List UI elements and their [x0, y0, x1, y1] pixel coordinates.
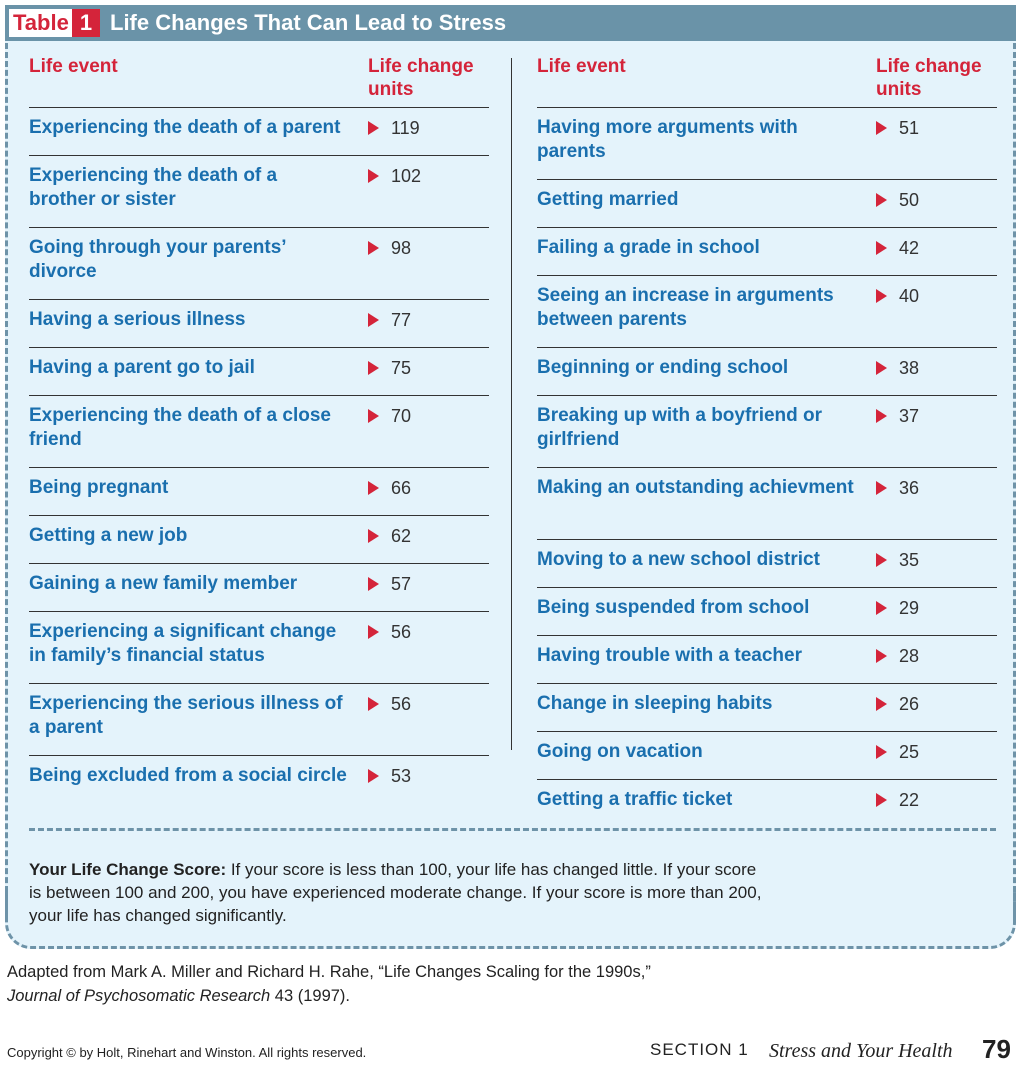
triangle-right-icon	[368, 577, 379, 591]
life-event-label: Being excluded from a social circle	[29, 765, 347, 786]
life-event-label: Beginning or ending school	[537, 357, 789, 378]
life-change-units-cell	[368, 308, 411, 332]
table-row	[29, 228, 489, 300]
triangle-right-icon	[368, 241, 379, 255]
table-row	[537, 684, 997, 732]
table-row	[29, 156, 489, 228]
triangle-right-icon	[876, 601, 887, 615]
footer-section-title: Stress and Your Health	[769, 1040, 953, 1062]
triangle-right-icon	[876, 793, 887, 807]
triangle-right-icon	[368, 409, 379, 423]
table-row	[29, 468, 489, 516]
life-change-units-cell	[876, 236, 919, 260]
life-change-units-cell	[876, 596, 919, 620]
life-change-units-cell	[368, 524, 411, 548]
life-event-label: Breaking up with a boyfriend or girlfriend	[537, 405, 823, 450]
life-change-units-cell	[876, 116, 919, 140]
units-value: 56	[391, 622, 412, 642]
triangle-right-icon	[368, 169, 379, 183]
table-title: Life Changes That Can Lead to Stress	[110, 10, 507, 35]
table-row	[29, 516, 489, 564]
life-change-units-cell	[876, 740, 919, 764]
units-value: 56	[391, 694, 412, 714]
table-row	[537, 396, 997, 468]
table-row	[29, 348, 489, 396]
table-row	[537, 108, 997, 180]
triangle-right-icon	[368, 697, 379, 711]
right-rows	[537, 108, 997, 827]
citation-text: Adapted from Mark A. Miller and Richard H. Rahe, “Life Changes Scaling for the 1990s,”	[7, 963, 651, 981]
table-number: 1	[72, 9, 100, 37]
units-value: 28	[899, 646, 920, 666]
citation-journal: Journal of Psychosomatic Research	[7, 987, 271, 1005]
life-event-label: Failing a grade in school	[537, 237, 760, 258]
triangle-right-icon	[876, 409, 887, 423]
header-life-event: Life event	[29, 56, 118, 77]
units-value: 62	[391, 526, 412, 546]
triangle-right-icon	[876, 481, 887, 495]
table-row	[537, 276, 997, 348]
box-border-left	[5, 43, 8, 919]
table-row	[29, 756, 489, 803]
life-event-label: Gaining a new family member	[29, 573, 298, 594]
units-value: 50	[899, 190, 920, 210]
units-value: 53	[391, 766, 412, 786]
life-change-units-cell	[876, 188, 919, 212]
table-row	[29, 564, 489, 612]
triangle-right-icon	[876, 193, 887, 207]
units-value: 36	[899, 478, 920, 498]
header-life-change-units: Life change units	[876, 56, 982, 100]
header-life-change-units: Life change units	[368, 56, 474, 100]
life-event-label: Experiencing a significant change in family’s financial status	[29, 621, 337, 666]
table-row	[29, 108, 489, 156]
units-value: 75	[391, 358, 412, 378]
life-change-units-cell	[876, 284, 919, 308]
life-change-units-cell	[368, 236, 411, 260]
table-header	[29, 55, 489, 108]
units-value: 37	[899, 406, 920, 426]
units-value: 119	[391, 118, 420, 138]
units-value: 102	[391, 166, 422, 186]
life-change-units-cell	[876, 404, 919, 428]
life-change-units-cell	[876, 548, 919, 572]
triangle-right-icon	[368, 313, 379, 327]
page-number: 79	[982, 1034, 1011, 1064]
life-event-label: Having more arguments with parents	[537, 117, 798, 162]
life-change-units-cell	[876, 692, 919, 716]
footer-section-label: SECTION 1	[650, 1040, 749, 1059]
units-value: 22	[899, 790, 920, 810]
life-change-units-cell	[876, 644, 919, 668]
section-divider	[29, 828, 996, 831]
table-row	[537, 228, 997, 276]
right-column	[537, 55, 997, 827]
life-event-label: Having a serious illness	[29, 309, 246, 330]
life-event-label: Moving to a new school district	[537, 549, 820, 570]
header-life-event: Life event	[537, 56, 626, 77]
life-event-label: Going through your parents’ divorce	[29, 237, 286, 282]
life-change-units-cell	[368, 404, 411, 428]
units-value: 38	[899, 358, 920, 378]
life-event-label: Getting a new job	[29, 525, 188, 546]
column-divider	[511, 58, 512, 750]
life-change-score-note	[29, 858, 769, 927]
life-event-label: Experiencing the death of a brother or sister	[29, 165, 278, 210]
left-column	[29, 55, 489, 803]
life-change-units-cell	[368, 620, 411, 644]
table-row	[29, 612, 489, 684]
life-change-units-cell	[876, 476, 919, 500]
life-event-label: Seeing an increase in arguments between parents	[537, 285, 834, 330]
life-event-label: Going on vacation	[537, 741, 703, 762]
left-rows	[29, 108, 489, 803]
table-row	[29, 684, 489, 756]
life-change-units-cell	[368, 356, 411, 380]
table-row	[537, 540, 997, 588]
units-value: 42	[899, 238, 920, 258]
triangle-right-icon	[876, 241, 887, 255]
units-value: 98	[391, 238, 412, 258]
score-label: Your Life Change Score:	[29, 860, 227, 879]
units-value: 77	[391, 310, 412, 330]
life-change-units-cell	[368, 572, 411, 596]
life-event-label: Experiencing the death of a parent	[29, 117, 341, 138]
units-value: 57	[391, 574, 412, 594]
table-row	[29, 300, 489, 348]
life-change-units-cell	[876, 788, 919, 812]
triangle-right-icon	[876, 121, 887, 135]
triangle-right-icon	[876, 289, 887, 303]
life-change-units-cell	[368, 692, 411, 716]
life-event-label: Having trouble with a teacher	[537, 645, 802, 666]
units-value: 25	[899, 742, 920, 762]
triangle-right-icon	[876, 745, 887, 759]
life-change-units-cell	[368, 764, 411, 788]
triangle-right-icon	[876, 553, 887, 567]
triangle-right-icon	[876, 361, 887, 375]
table-row	[29, 396, 489, 468]
triangle-right-icon	[876, 697, 887, 711]
life-event-label: Getting a traffic ticket	[537, 789, 733, 810]
box-border-right	[1013, 43, 1016, 919]
triangle-right-icon	[368, 769, 379, 783]
triangle-right-icon	[368, 361, 379, 375]
units-value: 40	[899, 286, 920, 306]
life-event-label: Being pregnant	[29, 477, 169, 498]
life-event-label: Getting married	[537, 189, 679, 210]
units-value: 51	[899, 118, 920, 138]
table-tag: Table	[9, 9, 73, 37]
life-event-label: Having a parent go to jail	[29, 357, 255, 378]
table-row	[537, 636, 997, 684]
triangle-right-icon	[368, 529, 379, 543]
life-event-label: Experiencing the serious illness of a parent	[29, 693, 343, 738]
table-row	[537, 732, 997, 780]
triangle-right-icon	[368, 481, 379, 495]
triangle-right-icon	[368, 625, 379, 639]
units-value: 70	[391, 406, 412, 426]
table-row	[537, 348, 997, 396]
triangle-right-icon	[368, 121, 379, 135]
life-event-label: Experiencing the death of a close friend	[29, 405, 331, 450]
life-event-label: Change in sleeping habits	[537, 693, 773, 714]
copyright-notice: Copyright © by Holt, Rinehart and Winston. All rights reserved.	[7, 1045, 367, 1060]
table-row	[537, 588, 997, 636]
table-row	[537, 180, 997, 228]
units-value: 29	[899, 598, 920, 618]
life-change-units-cell	[368, 164, 421, 188]
life-change-units-cell	[876, 356, 919, 380]
units-value: 26	[899, 694, 920, 714]
life-event-label: Being suspended from school	[537, 597, 810, 618]
life-event-label: Making an outstanding achievment	[537, 477, 854, 498]
life-change-units-cell	[368, 476, 411, 500]
table-row	[537, 780, 997, 827]
table-header	[537, 55, 997, 108]
score-text: If your score is less than 100, your life has changed little. If your score is between 100 and 200, you have experienced moderate change. If your score is more than 200, your life has changed significantly.	[29, 860, 762, 925]
life-change-units-cell	[368, 116, 420, 140]
units-value: 66	[391, 478, 412, 498]
units-value: 35	[899, 550, 920, 570]
source-citation	[7, 960, 767, 1008]
citation-volume: 43 (1997).	[270, 987, 351, 1005]
triangle-right-icon	[876, 649, 887, 663]
table-row	[537, 468, 997, 540]
